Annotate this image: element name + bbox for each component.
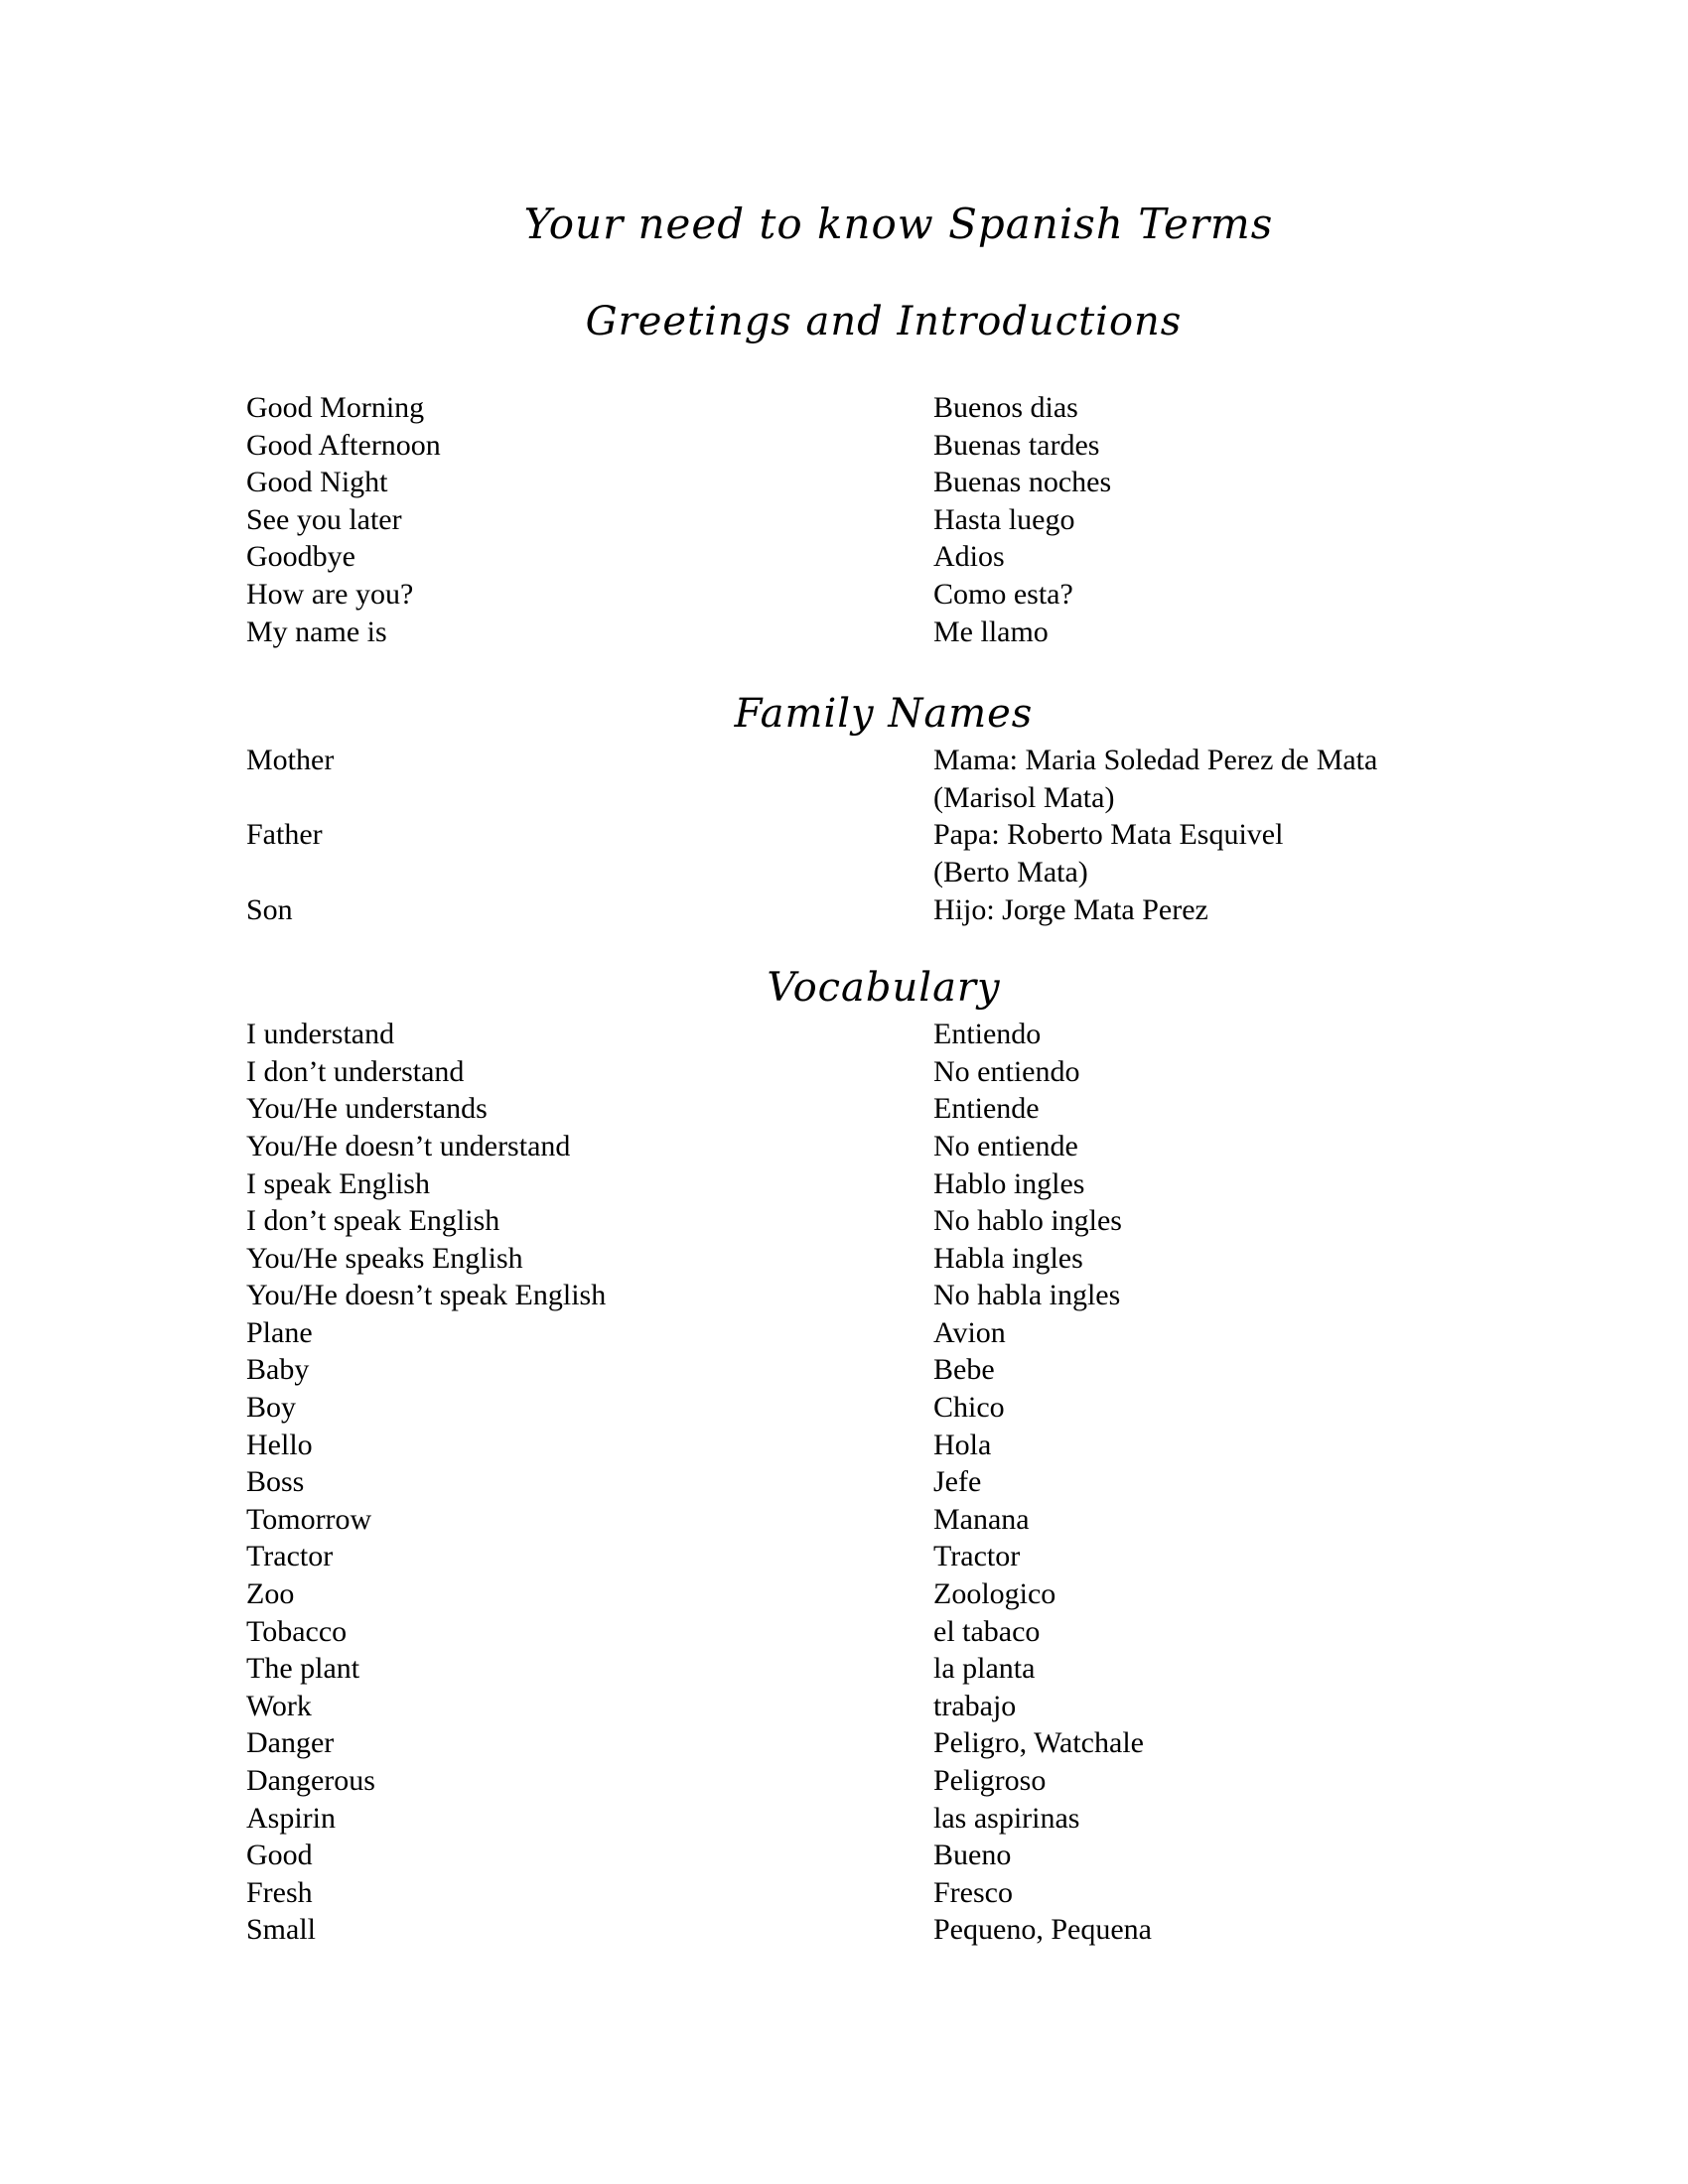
spanish-term: [933, 1090, 1569, 1128]
term-row: [246, 389, 1569, 427]
spanish-term: [933, 1724, 1569, 1762]
spanish-term-line: Entiende: [933, 1092, 1040, 1126]
term-row: [246, 614, 1569, 651]
section-family-names: [0, 686, 1688, 928]
spanish-term-line: Pequeno, Pequena: [933, 1913, 1152, 1947]
spanish-term: [933, 1650, 1569, 1688]
spanish-term: [933, 389, 1569, 427]
spanish-term: [933, 1463, 1569, 1501]
english-term: Goodbye: [246, 540, 355, 574]
spanish-term-line: Jefe: [933, 1465, 982, 1499]
section-vocabulary: [0, 960, 1688, 1949]
document-title: Your need to know Spanish Terms: [523, 200, 1274, 248]
spanish-term-line: el tabaco: [933, 1614, 1041, 1648]
english-term: You/He doesn’t understand: [246, 1129, 571, 1162]
english-term: See you later: [246, 502, 402, 536]
english-term: I speak English: [246, 1166, 430, 1200]
term-row: [246, 1427, 1569, 1464]
term-row: [246, 1277, 1569, 1314]
spanish-term-line: Zoologico: [933, 1577, 1056, 1611]
term-row: [246, 1389, 1569, 1427]
spanish-term: [933, 464, 1569, 501]
spanish-term-line: Hijo: Jorge Mata Perez: [933, 892, 1208, 926]
spanish-term-line: No entiende: [933, 1129, 1078, 1162]
spanish-term-line: Habla ingles: [933, 1241, 1083, 1275]
english-term: I don’t understand: [246, 1054, 465, 1088]
family-names-term-list: [0, 742, 1688, 928]
spanish-term: [933, 1762, 1569, 1800]
english-term: Tomorrow: [246, 1502, 372, 1536]
term-row: [246, 1724, 1569, 1762]
spanish-term-line: (Marisol Mata): [933, 780, 1115, 814]
english-term: Zoo: [246, 1577, 295, 1611]
spanish-term: [933, 1053, 1569, 1091]
spanish-term-line: Buenas noches: [933, 466, 1112, 499]
english-term: Hello: [246, 1428, 313, 1461]
spanish-term: [933, 1501, 1569, 1539]
section-greetings: [0, 294, 1688, 650]
english-term: Mother: [246, 744, 335, 777]
english-term: Boss: [246, 1465, 305, 1499]
spanish-term-line: No hablo ingles: [933, 1204, 1122, 1238]
spanish-term: [933, 1874, 1569, 1912]
spanish-term-line: Peligroso: [933, 1764, 1047, 1797]
term-row: [246, 816, 1569, 890]
spanish-term: [933, 538, 1569, 576]
section-heading-family-names: Family Names: [734, 691, 1034, 738]
spanish-term: [933, 1800, 1569, 1838]
english-term: How are you?: [246, 577, 414, 611]
term-row: [246, 1538, 1569, 1575]
spanish-term-line: Bueno: [933, 1839, 1012, 1872]
english-term: Work: [246, 1689, 312, 1722]
english-term: Aspirin: [246, 1801, 336, 1835]
spanish-term: [933, 1277, 1569, 1314]
english-term: Good: [246, 1839, 313, 1872]
english-term: Dangerous: [246, 1764, 375, 1797]
english-term: Son: [246, 892, 293, 926]
spanish-term-line: No habla ingles: [933, 1279, 1121, 1312]
term-row: [246, 1688, 1569, 1725]
english-term: You/He speaks English: [246, 1241, 523, 1275]
english-term: The plant: [246, 1652, 360, 1686]
spanish-term: [933, 1351, 1569, 1389]
term-row: [246, 1351, 1569, 1389]
term-row: [246, 1762, 1569, 1800]
english-term: Baby: [246, 1353, 310, 1387]
term-row: [246, 1314, 1569, 1352]
term-row: [246, 538, 1569, 576]
spanish-term: [933, 1314, 1569, 1352]
spanish-term-line: Papa: Roberto Mata Esquivel: [933, 818, 1284, 852]
english-term: I understand: [246, 1018, 395, 1051]
term-row: [246, 1202, 1569, 1240]
spanish-term-line: Bebe: [933, 1353, 995, 1387]
term-row: [246, 1837, 1569, 1874]
spanish-term-line: Manana: [933, 1502, 1030, 1536]
term-row: [246, 1128, 1569, 1165]
spanish-term-line: Peligro, Watchale: [933, 1726, 1144, 1760]
term-row: [246, 1053, 1569, 1091]
spanish-term-line: Hola: [933, 1428, 992, 1461]
vocabulary-term-list: [0, 1016, 1688, 1949]
spanish-term: [933, 501, 1569, 539]
spanish-term: [933, 614, 1569, 651]
spanish-term-line: Me llamo: [933, 614, 1049, 648]
spanish-term: [933, 1538, 1569, 1575]
spanish-term-line: Entiendo: [933, 1018, 1042, 1051]
spanish-term: [933, 1240, 1569, 1278]
english-term: Good Morning: [246, 391, 425, 424]
spanish-term: [933, 891, 1569, 929]
spanish-term-line: Buenas tardes: [933, 428, 1100, 462]
english-term: My name is: [246, 614, 387, 648]
english-term: Plane: [246, 1315, 313, 1349]
english-term: Tractor: [246, 1540, 334, 1573]
term-row: [246, 742, 1569, 816]
spanish-term-line: Avion: [933, 1315, 1006, 1349]
spanish-term-line: la planta: [933, 1652, 1036, 1686]
term-row: [246, 1090, 1569, 1128]
english-term: I don’t speak English: [246, 1204, 500, 1238]
term-row: [246, 1800, 1569, 1838]
spanish-term-line: trabajo: [933, 1689, 1017, 1722]
spanish-term: [933, 427, 1569, 465]
spanish-term: [933, 1688, 1569, 1725]
spanish-term-line: Como esta?: [933, 577, 1073, 611]
spanish-term-line: (Berto Mata): [933, 855, 1088, 888]
spanish-term: [933, 1165, 1569, 1203]
term-row: [246, 1501, 1569, 1539]
english-term: Boy: [246, 1391, 297, 1425]
english-term: Small: [246, 1913, 317, 1947]
english-term: Good Night: [246, 466, 388, 499]
english-term: Danger: [246, 1726, 335, 1760]
section-heading-greetings: Greetings and Introductions: [585, 299, 1183, 344]
spanish-term: [933, 1128, 1569, 1165]
term-row: [246, 1165, 1569, 1203]
english-term: You/He understands: [246, 1092, 488, 1126]
spanish-term-line: Tractor: [933, 1540, 1021, 1573]
spanish-term-line: No entiendo: [933, 1054, 1080, 1088]
section-heading-vocabulary: Vocabulary: [767, 965, 1001, 1012]
term-row: [246, 1463, 1569, 1501]
spanish-term-line: Hablo ingles: [933, 1166, 1085, 1200]
spanish-term: [933, 1911, 1569, 1949]
term-row: [246, 501, 1569, 539]
term-row: [246, 1911, 1569, 1949]
spanish-term-line: Mama: Maria Soledad Perez de Mata: [933, 744, 1378, 777]
spanish-term: [933, 1202, 1569, 1240]
term-row: [246, 1240, 1569, 1278]
spanish-term: [933, 816, 1569, 890]
english-term: Fresh: [246, 1875, 313, 1909]
spanish-term: [933, 1427, 1569, 1464]
term-row: [246, 1016, 1569, 1053]
term-row: [246, 891, 1569, 929]
spanish-term: [933, 1389, 1569, 1427]
spanish-term: [933, 742, 1569, 816]
term-row: [246, 427, 1569, 465]
term-row: [246, 1650, 1569, 1688]
term-row: [246, 1575, 1569, 1613]
spanish-term-line: las aspirinas: [933, 1801, 1080, 1835]
spanish-term-line: Chico: [933, 1391, 1005, 1425]
greetings-term-list: [0, 389, 1688, 650]
term-row: [246, 464, 1569, 501]
term-row: [246, 576, 1569, 614]
term-row: [246, 1874, 1569, 1912]
english-term: Tobacco: [246, 1614, 348, 1648]
spanish-term-line: Adios: [933, 540, 1005, 574]
english-term: Father: [246, 818, 323, 852]
spanish-term: [933, 1016, 1569, 1053]
spanish-term-line: Hasta luego: [933, 502, 1075, 536]
english-term: You/He doesn’t speak English: [246, 1279, 607, 1312]
spanish-term: [933, 1613, 1569, 1651]
spanish-term: [933, 1575, 1569, 1613]
spanish-term: [933, 576, 1569, 614]
spanish-term: [933, 1837, 1569, 1874]
spanish-term-line: Fresco: [933, 1875, 1013, 1909]
spanish-term-line: Buenos dias: [933, 391, 1078, 424]
term-row: [246, 1613, 1569, 1651]
english-term: Good Afternoon: [246, 428, 441, 462]
